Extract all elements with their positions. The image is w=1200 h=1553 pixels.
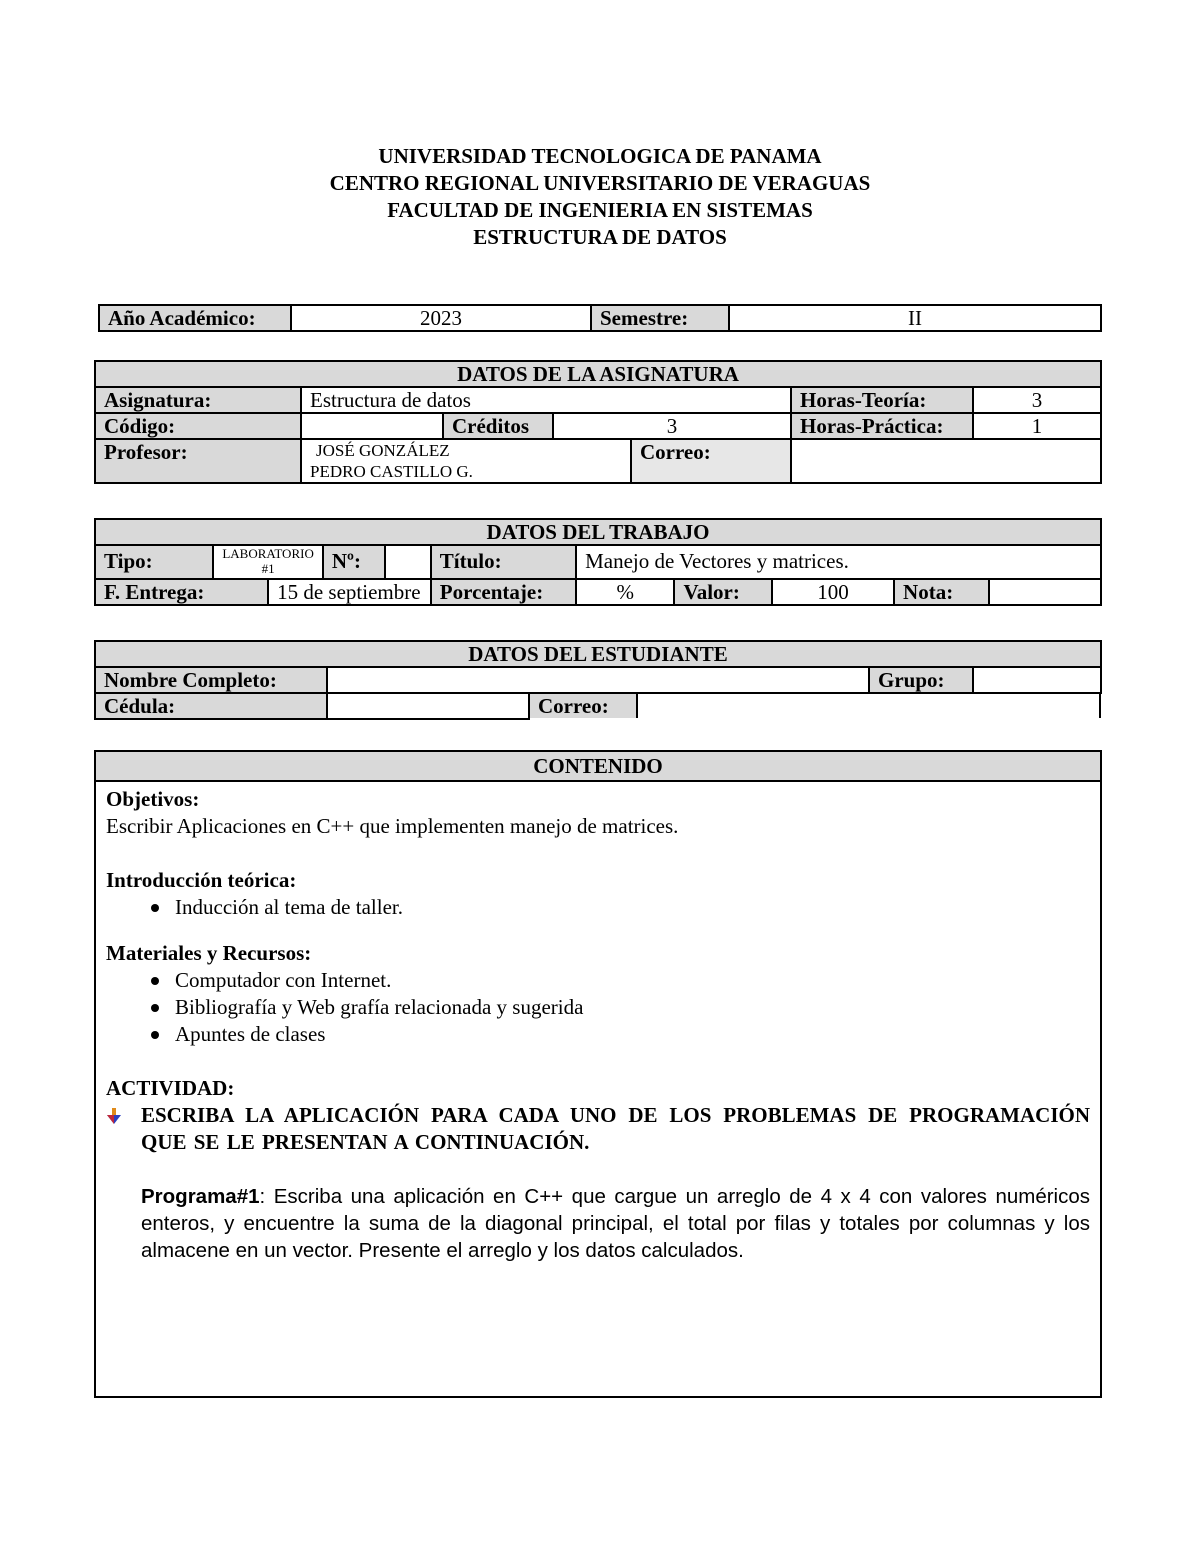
asignatura-label: Asignatura:	[95, 387, 301, 413]
cedula-value	[327, 693, 529, 719]
cedula-row-rest	[529, 693, 1101, 719]
entrega-label: F. Entrega:	[95, 579, 268, 605]
horas-teoria-label: Horas-Teoría:	[791, 387, 973, 413]
intro-list	[106, 894, 1090, 921]
cedula-label: Cédula:	[95, 693, 327, 719]
correo-subtable	[530, 694, 1101, 718]
semester-value: II	[729, 305, 1101, 331]
programa-text: : Escriba una aplicación en C++ que cargue un arreglo de 4 x 4 con valores numéricos enteros, y encuentre la suma de la diagonal principal, el total por filas y totales por columnas y los almacene en un vector. Presente el arreglo y los datos calculados.	[141, 1185, 1090, 1262]
materiales-item: Apuntes de clases	[151, 1021, 1090, 1048]
intro-label: Introducción teórica:	[106, 868, 297, 892]
subject-title: DATOS DE LA ASIGNATURA	[95, 361, 1101, 387]
programa-label: Programa#1	[141, 1185, 260, 1208]
materiales-item: Bibliografía y Web grafía relacionada y sugerida	[151, 994, 1090, 1021]
titulo-label: Título:	[431, 545, 576, 579]
profesor-label: Profesor:	[95, 439, 301, 483]
profesor-name-1: JOSÉ GONZÁLEZ	[316, 441, 450, 460]
tipo-value-line2: #1	[261, 561, 275, 576]
header-university: UNIVERSIDAD TECNOLOGICA DE PANAMA	[378, 144, 822, 168]
work-table	[94, 518, 1102, 606]
materiales-item: Computador con Internet.	[151, 967, 1090, 994]
horas-teoria-value: 3	[973, 387, 1101, 413]
grupo-value	[973, 667, 1101, 693]
work-title: DATOS DEL TRABAJO	[95, 519, 1101, 545]
profesor-name-2: PEDRO CASTILLO G.	[310, 462, 473, 481]
porcentaje-value: %	[576, 579, 674, 605]
porcentaje-label: Porcentaje:	[431, 579, 576, 605]
objetivos-text: Escribir Aplicaciones en C++ que implementen manejo de matrices.	[106, 814, 679, 838]
actividad-label: ACTIVIDAD:	[106, 1076, 235, 1100]
header-center: CENTRO REGIONAL UNIVERSITARIO DE VERAGUAS	[329, 171, 871, 195]
intro-item: Inducción al tema de taller.	[151, 894, 1090, 921]
tipo-label: Tipo:	[95, 545, 213, 579]
content-body	[96, 782, 1100, 1268]
profesor-value	[301, 439, 631, 483]
titulo-value: Manejo de Vectores y matrices.	[576, 545, 1101, 579]
actividad-text: ESCRIBA LA APLICACIÓN PARA CADA UNO DE LOS PROBLEMAS DE PROGRAMACIÓN QUE SE LE PRESENTAN A CONTINUACIÓN.	[141, 1103, 1090, 1154]
content-section	[94, 750, 1102, 1398]
content-title: CONTENIDO	[96, 752, 1100, 782]
tipo-value	[213, 545, 323, 579]
header-course: ESTRUCTURA DE DATOS	[473, 225, 727, 249]
subject-table	[94, 360, 1102, 484]
objetivos-label: Objetivos:	[106, 787, 200, 811]
document-header	[0, 143, 1200, 251]
valor-label: Valor:	[674, 579, 771, 605]
header-faculty: FACULTAD DE INGENIERIA EN SISTEMAS	[387, 198, 813, 222]
arrow-bullet-icon	[106, 1106, 122, 1126]
year-value: 2023	[291, 305, 591, 331]
nota-value	[989, 579, 1101, 605]
actividad-item	[106, 1102, 1090, 1156]
codigo-value	[301, 413, 443, 439]
numero-value	[385, 545, 431, 579]
year-label: Año Académico:	[99, 305, 291, 331]
numero-label: Nº:	[323, 545, 385, 579]
student-title: DATOS DEL ESTUDIANTE	[95, 641, 1101, 667]
creditos-label: Créditos	[443, 413, 553, 439]
materiales-label: Materiales y Recursos:	[106, 941, 312, 965]
student-correo-value	[637, 694, 1100, 718]
nombre-value	[327, 667, 869, 693]
asignatura-value: Estructura de datos	[301, 387, 791, 413]
nota-label: Nota:	[894, 579, 989, 605]
horas-practica-value: 1	[973, 413, 1101, 439]
horas-practica-label: Horas-Práctica:	[791, 413, 973, 439]
academic-table	[98, 304, 1102, 332]
correo-label: Correo:	[631, 439, 791, 483]
tipo-value-line1: LABORATORIO	[222, 546, 314, 561]
student-correo-label: Correo:	[530, 694, 637, 718]
programa-block	[106, 1183, 1090, 1264]
correo-value	[791, 439, 1101, 483]
valor-value: 100	[772, 579, 894, 605]
codigo-label: Código:	[95, 413, 301, 439]
semester-label: Semestre:	[591, 305, 729, 331]
student-table	[94, 640, 1102, 720]
materiales-list	[106, 967, 1090, 1048]
entrega-value: 15 de septiembre	[268, 579, 431, 605]
nombre-label: Nombre Completo:	[95, 667, 327, 693]
grupo-label: Grupo:	[869, 667, 973, 693]
creditos-value: 3	[553, 413, 791, 439]
